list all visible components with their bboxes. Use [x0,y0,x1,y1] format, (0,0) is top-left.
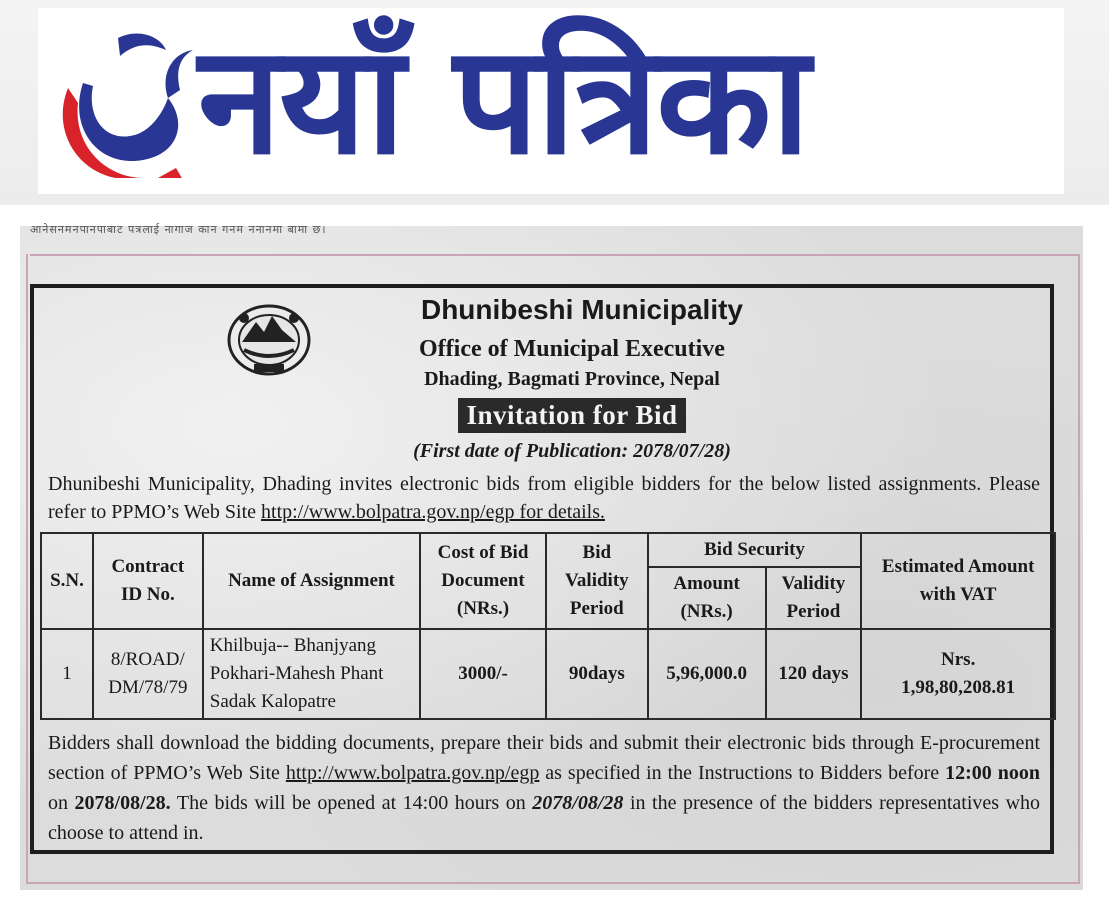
header-sn: S.N. [41,533,93,629]
cell-sn: 1 [41,629,93,719]
closing-paragraph [48,728,1040,848]
bid-table [40,532,1056,720]
header-validity-line2: Validity [564,570,629,591]
peacock-logo-icon [48,28,198,178]
cell-contract-id [93,629,203,719]
ppmo-link[interactable]: http://www.bolpatra.gov.np/egp for details. [261,501,606,523]
cell-estimate [861,629,1055,719]
cell-estimate-line1: Nrs. [941,649,976,670]
header-estimate-line1: Estimated Amount [881,556,1035,577]
header-bid-security: Bid Security [648,533,862,567]
cell-name-line2: Pokhari-Mahesh Phant [209,663,384,684]
cell-validity: 90days [546,629,648,719]
header-sec-validity-line1: Validity [781,573,846,594]
heading-wrapper [64,398,1080,433]
header-estimate [861,533,1055,629]
header-contract-id-line1: Contract [111,556,185,577]
table-row [41,629,1055,719]
closing-part4: The bids will be opened at 14:00 hours on [170,792,533,814]
page-rule-bottom [26,882,1080,884]
header-cost-line3: (NRs.) [456,598,510,619]
deadline-time: 12:00 noon [945,762,1041,784]
table-header-row [41,533,1055,567]
cell-name-line3: Sadak Kalopatre [209,691,336,712]
closing-part3: on [48,792,75,814]
header-security-validity [766,567,862,629]
organization-name: Dhunibeshi Municipality [420,294,743,325]
header-cost-line2: Document [441,570,525,591]
clipping-top-text: आनेसनमनपानपाबाट पत्रलाई नागाज कान गनम ननानमा बामा छ। [30,223,327,236]
cell-security-validity: 120 days [766,629,862,719]
intro-paragraph [48,470,1040,526]
opening-date: 2078/08/28 [532,792,624,814]
cell-security-amount: 5,96,000.0 [648,629,766,719]
office-name: Office of Municipal Executive [419,336,725,362]
header-estimate-line2: with VAT [919,584,997,605]
header-amount-line2: (NRs.) [680,601,733,622]
cell-contract-id-line1: 8/ROAD/ [110,649,185,670]
publication-date: (First date of Publication: 2078/07/28) [413,440,731,462]
header-cost-line1: Cost of Bid [437,542,529,563]
header-contract-id [93,533,203,629]
header-validity-line1: Bid [582,542,612,563]
closing-part2: as specified in the Instructions to Bidders before [539,762,946,784]
cell-cost: 3000/- [420,629,546,719]
header-contract-id-line2: ID No. [120,584,175,605]
header-cost [420,533,546,629]
header-amount-line1: Amount [673,573,740,594]
cell-name-line1: Khilbuja-- Bhanjyang [209,635,377,656]
closing-part5: in the presence of the bidders representatives who choose to attend in. [48,792,1041,844]
cell-contract-id-line2: DM/78/79 [108,677,188,698]
header-validity-line3: Period [569,598,624,619]
bid-notice [30,284,1054,854]
masthead-title: नयाँ पत्रिका [198,14,809,188]
header-sec-validity-line2: Period [786,601,841,622]
office-address: Dhading, Bagmati Province, Nepal [424,368,720,390]
header-validity [546,533,648,629]
closing-part1: Bidders shall download the bidding documents, prepare their bids and submit their electronic bids through E-procurement section of PPMO’s Web Site [48,732,1040,784]
page-rule-top [30,254,1080,256]
deadline-date: 2078/08/28. [74,792,171,814]
newspaper-masthead [38,8,1064,194]
notice-heading: Invitation for Bid [458,398,685,433]
header-security-amount [648,567,766,629]
egp-link[interactable]: http://www.bolpatra.gov.np/egp [285,762,540,784]
header-name: Name of Assignment [203,533,420,629]
cell-estimate-line2: 1,98,80,208.81 [901,677,1016,698]
cell-assignment-name [203,629,420,719]
intro-text: Dhunibeshi Municipality, Dhading invites electronic bids from eligible bidders for the below listed assignments. Please refer to PPMO’s Web Site [48,473,1040,523]
page-rule-left [26,254,28,884]
